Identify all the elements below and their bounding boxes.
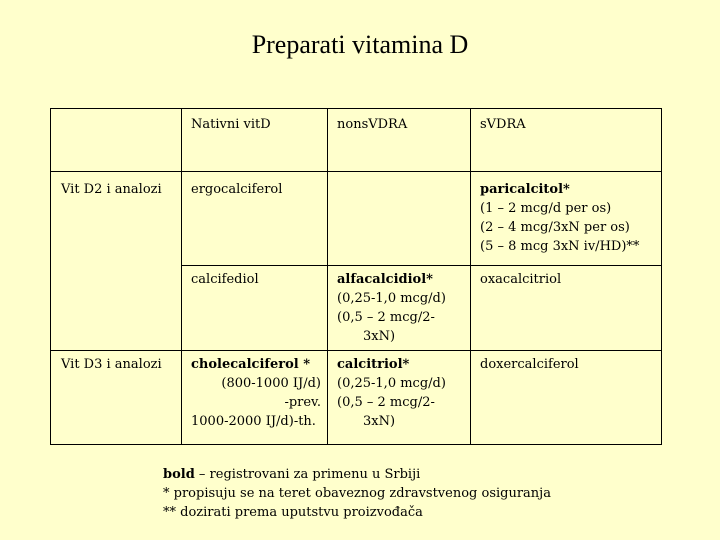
cell-line: oxacalcitriol — [480, 272, 562, 287]
cell-line: (800-1000 IJ/d) — [221, 376, 321, 391]
cell-line: calcifediol — [191, 272, 259, 287]
row-label-vit-d2: Vit D2 i analozi — [51, 172, 182, 351]
cell-calcitriol — [328, 351, 471, 445]
page-title: Preparati vitamina D — [251, 30, 469, 59]
cell-alfacalcidiol — [328, 266, 471, 351]
cell-line-bold: alfacalcidiol* — [337, 272, 433, 287]
cell-line: doxercalciferol — [480, 357, 579, 372]
cell-empty — [328, 172, 471, 266]
cell-line-bold: paricalcitol* — [480, 182, 570, 197]
table-row-vit-d3 — [51, 351, 662, 445]
header-native-vitd: Nativni vitD — [182, 109, 328, 172]
cell-line: (1 – 2 mcg/d per os) — [480, 201, 612, 216]
cell-line: 3xN) — [363, 414, 396, 429]
cell-doxercalciferol — [471, 351, 662, 445]
footnote-double-star: ** dozirati prema uputstvu proizvođača — [163, 505, 423, 520]
cell-line-bold: cholecalciferol * — [191, 357, 311, 372]
footnotes — [163, 465, 551, 522]
cell-line: (0,5 – 2 mcg/2- — [337, 310, 435, 325]
row-label-vit-d3: Vit D3 i analozi — [51, 351, 182, 445]
header-svdra: sVDRA — [471, 109, 662, 172]
cell-line: (5 – 8 mcg 3xN iv/HD)** — [480, 239, 640, 254]
cell-ergocalciferol — [182, 172, 328, 266]
header-empty-cell — [51, 109, 182, 172]
cell-oxacalcitriol — [471, 266, 662, 351]
cell-line: (2 – 4 mcg/3xN per os) — [480, 220, 630, 235]
table-row-vit-d2 — [51, 172, 662, 266]
cell-line: 3xN) — [363, 329, 396, 344]
footnote-single-star: * propisuju se na teret obaveznog zdravstvenog osiguranja — [163, 486, 551, 501]
cell-line-bold: calcitriol* — [337, 357, 410, 372]
cell-line: (0,25-1,0 mcg/d) — [337, 291, 446, 306]
cell-line: ergocalciferol — [191, 182, 283, 197]
cell-calcifediol — [182, 266, 328, 351]
footnote-bold-word: bold — [163, 467, 195, 482]
footnote-bold-legend — [163, 465, 551, 484]
header-nonsvdra: nonsVDRA — [328, 109, 471, 172]
footnote-bold-text: – registrovani za primenu u Srbiji — [194, 467, 421, 482]
cell-line: (0,25-1,0 mcg/d) — [337, 376, 446, 391]
cell-paricalcitol — [471, 172, 662, 266]
cell-cholecalciferol — [182, 351, 328, 445]
cell-line: 1000-2000 IJ/d)-th. — [191, 414, 316, 429]
cell-line: (0,5 – 2 mcg/2- — [337, 395, 435, 410]
vitamin-d-table — [50, 108, 662, 445]
cell-line: -prev. — [284, 395, 321, 410]
table-header-row — [51, 109, 662, 172]
